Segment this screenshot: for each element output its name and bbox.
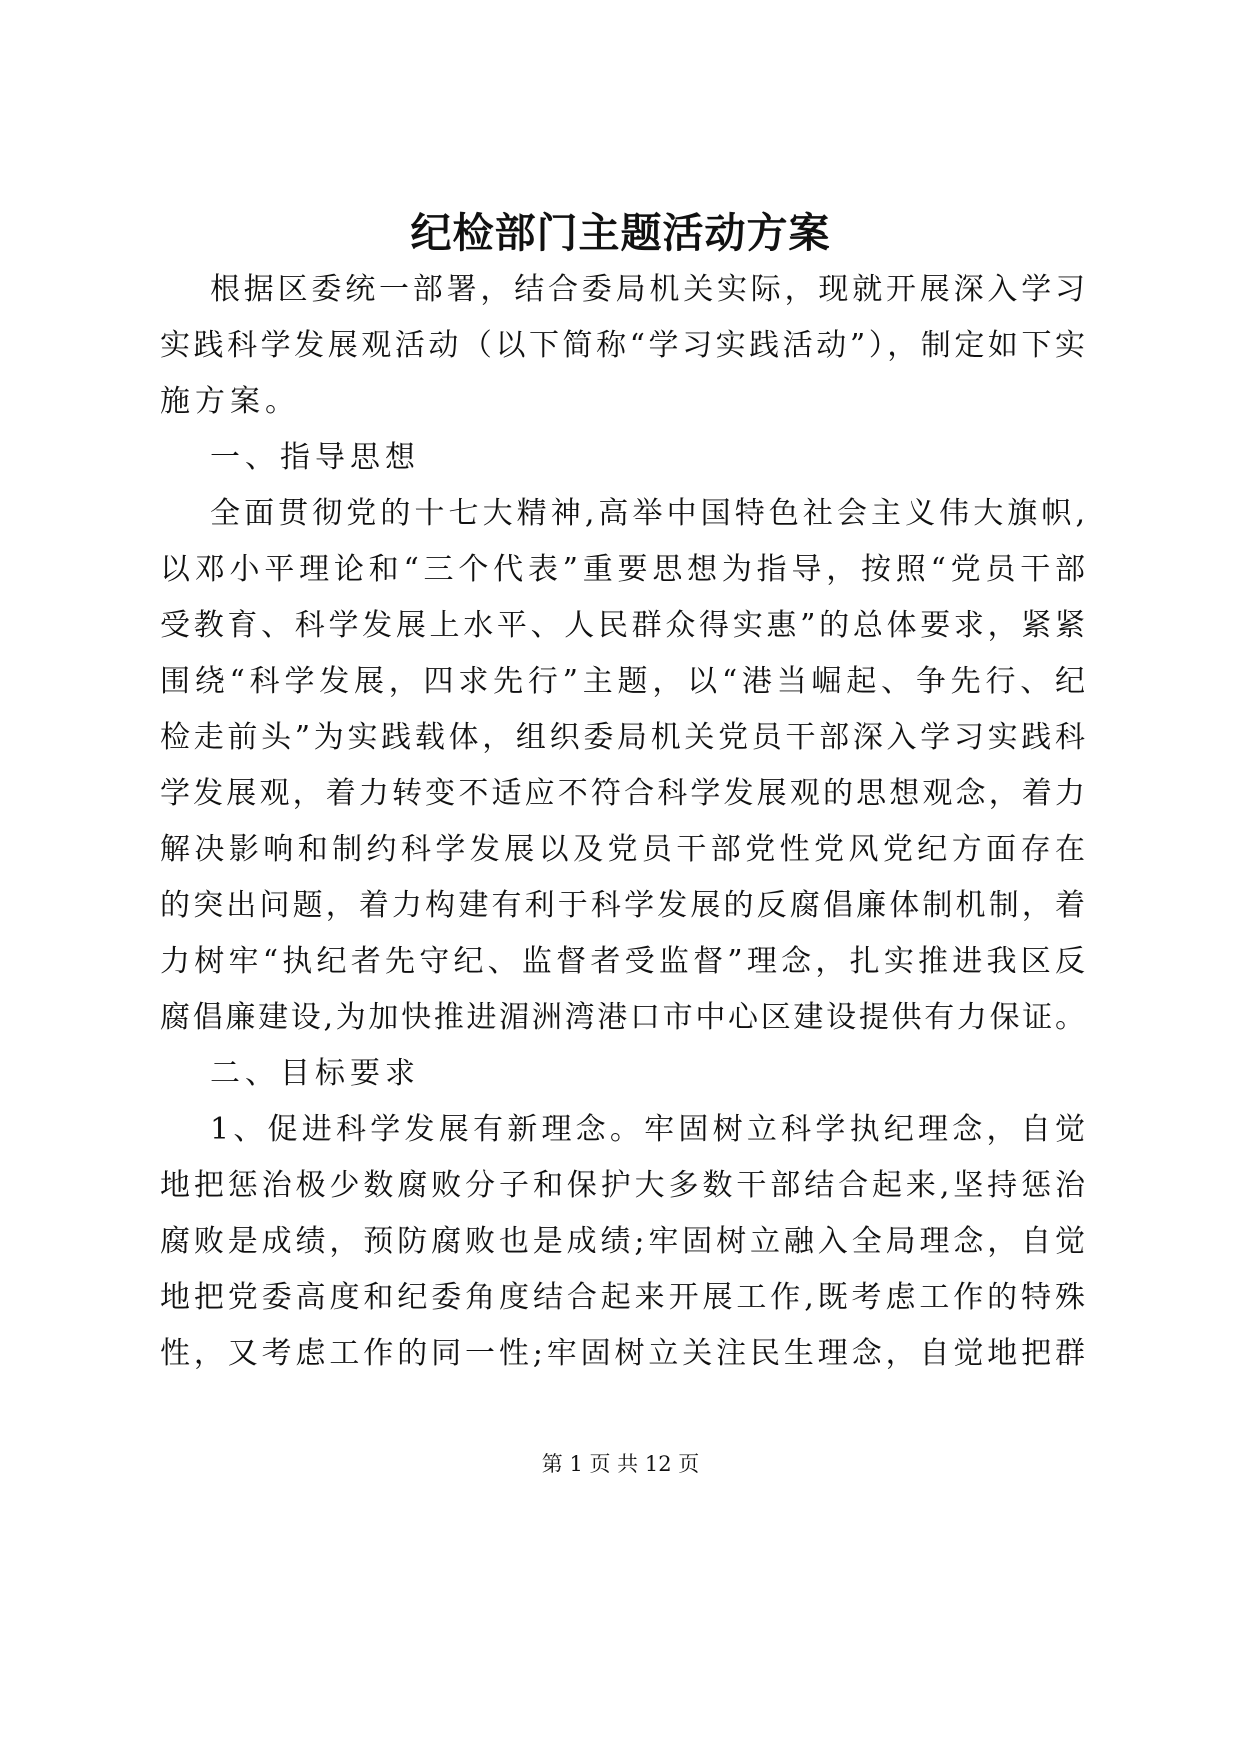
paragraph-line: 性，又考虑工作的同一性;牢固树立关注民生理念，自觉地把群 bbox=[160, 1336, 1085, 1371]
intro-line: 根据区委统一部署，结合委局机关实际，现就开展深入学习 bbox=[210, 272, 1085, 307]
paragraph-line: 1、促进科学发展有新理念。牢固树立科学执纪理念，自觉 bbox=[210, 1112, 1085, 1147]
paragraph-line: 的突出问题，着力构建有利于科学发展的反腐倡廉体制机制，着 bbox=[160, 888, 1085, 923]
paragraph-line: 地把惩治极少数腐败分子和保护大多数干部结合起来,坚持惩治 bbox=[160, 1168, 1085, 1203]
paragraph-line: 受教育、科学发展上水平、人民群众得实惠”的总体要求，紧紧 bbox=[160, 608, 1085, 643]
section-heading: 一、指导思想 bbox=[210, 440, 420, 475]
paragraph-line: 全面贯彻党的十七大精神,高举中国特色社会主义伟大旗帜, bbox=[210, 496, 1085, 531]
document-body bbox=[160, 262, 1085, 1382]
paragraph-line: 围绕“科学发展，四求先行”主题，以“港当崛起、争先行、纪 bbox=[160, 664, 1085, 699]
paragraph-line: 检走前头”为实践载体，组织委局机关党员干部深入学习实践科 bbox=[160, 720, 1085, 755]
paragraph-line: 以邓小平理论和“三个代表”重要思想为指导，按照“党员干部 bbox=[160, 552, 1085, 587]
section-heading: 二、目标要求 bbox=[210, 1056, 420, 1091]
paragraph-line: 腐败是成绩，预防腐败也是成绩;牢固树立融入全局理念，自觉 bbox=[160, 1224, 1085, 1259]
document-title: 纪检部门主题活动方案 bbox=[410, 209, 831, 257]
paragraph-line: 力树牢“执纪者先守纪、监督者受监督”理念，扎实推进我区反 bbox=[160, 944, 1085, 979]
intro-line: 施方案。 bbox=[160, 384, 300, 419]
paragraph-line: 学发展观，着力转变不适应不符合科学发展观的思想观念，着力 bbox=[160, 776, 1085, 811]
intro-line: 实践科学发展观活动（以下简称“学习实践活动”），制定如下实 bbox=[160, 328, 1085, 363]
paragraph-line: 地把党委高度和纪委角度结合起来开展工作,既考虑工作的特殊 bbox=[160, 1280, 1085, 1315]
paragraph-line: 解决影响和制约科学发展以及党员干部党性党风党纪方面存在 bbox=[160, 832, 1085, 867]
page-number-footer: 第 1 页 共 12 页 bbox=[541, 1452, 700, 1476]
paragraph-line: 腐倡廉建设,为加快推进湄洲湾港口市中心区建设提供有力保证。 bbox=[160, 1000, 1085, 1035]
